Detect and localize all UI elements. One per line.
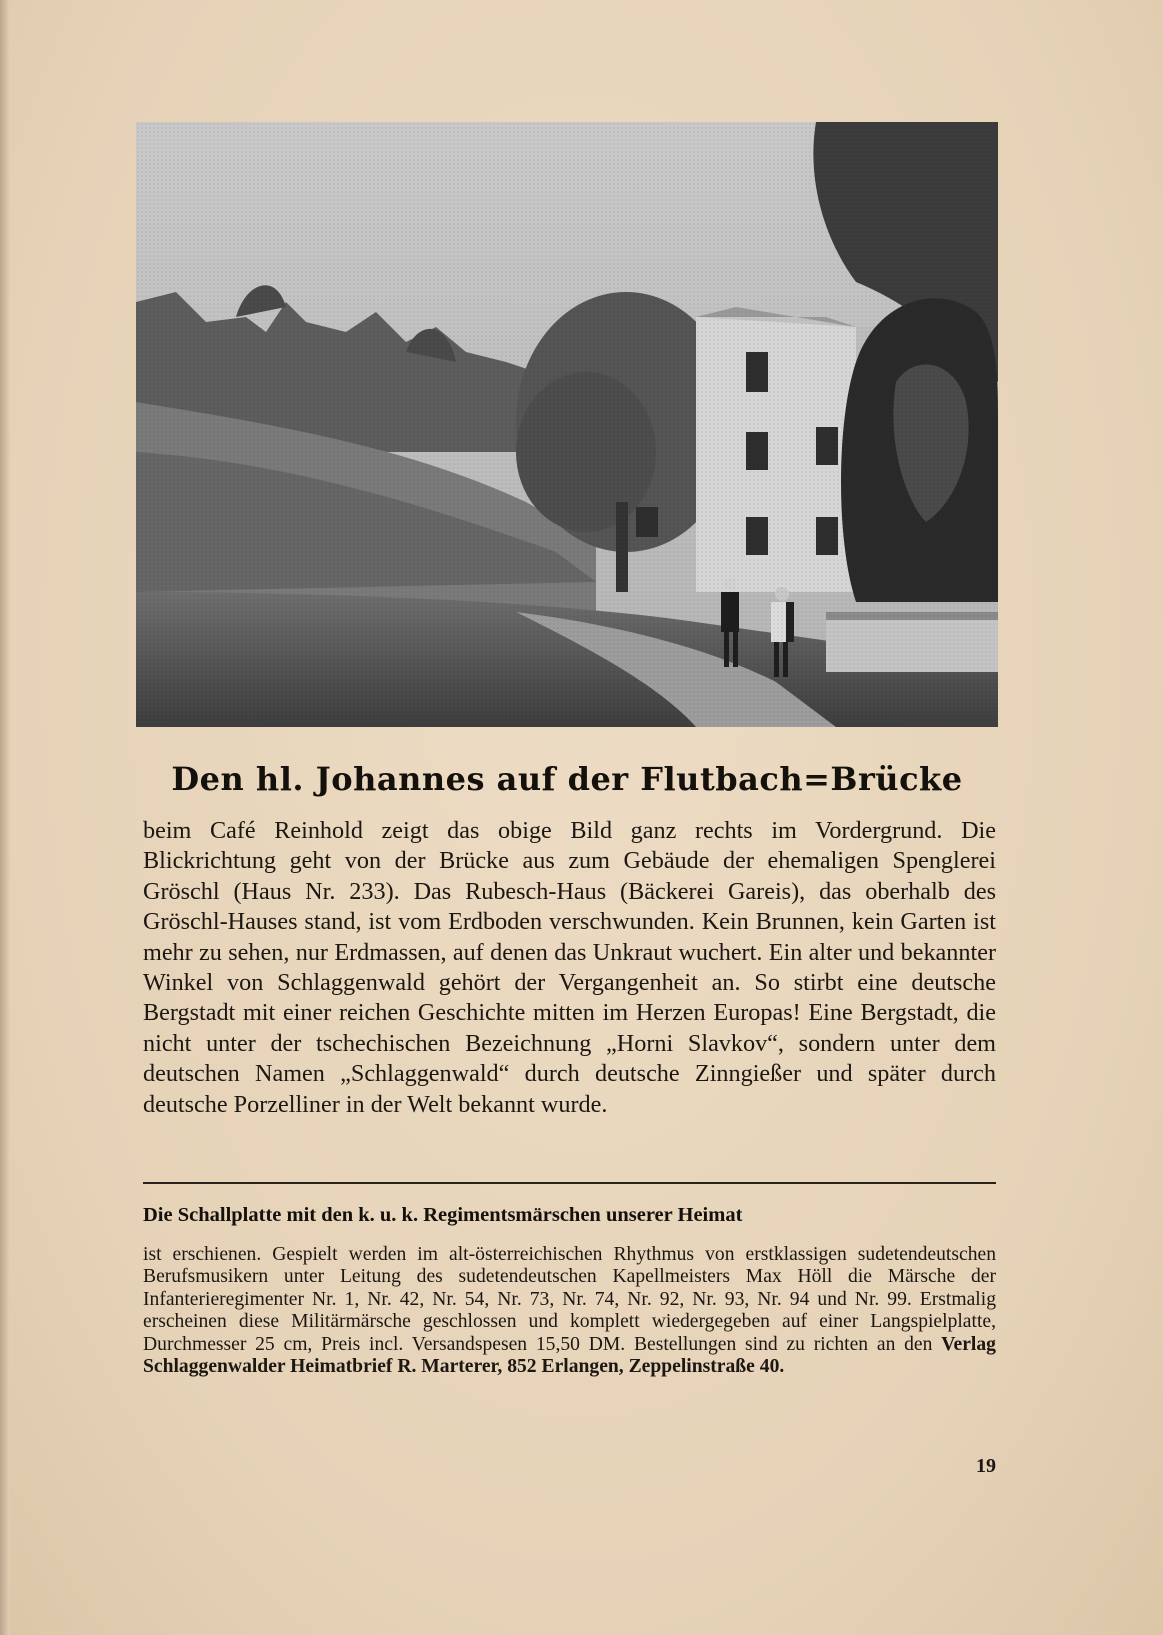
photo-bridge-street-icon xyxy=(136,122,998,727)
page-number: 19 xyxy=(976,1455,996,1477)
article-body: beim Café Reinhold zeigt das obige Bild ganz rechts im Vordergrund. Die Blickrichtung geht von der Brücke aus zum Gebäude der ehemaligen Spenglerei Gröschl (Haus Nr. 233). Das Rubesch-Haus (Bäckerei Gareis), das oberhalb des Gröschl-Hauses stand, ist vom Erdboden verschwunden. Kein Brunnen, kein Garten ist mehr zu sehen, nur Erdmassen, auf denen das Unkraut wuchert. Ein alter und bekannter Winkel von Schlaggenwald gehört der Vergangenheit an. So stirbt eine deutsche Bergstadt mit einer reichen Geschichte mitten im Herzen Europas! Eine Bergstadt, die nicht unter der tschechischen Bezeichnung „Horni Slavkov“, sondern unter dem deutschen Namen „Schlaggenwald“ durch deutsche Zinngießer und später durch deutsche Porzelliner in der Welt bekannt wurde. xyxy=(143,817,996,1118)
article-heading: Den hl. Johannes auf der Flutbach=Brücke xyxy=(171,760,963,798)
ad-publisher: Verlag Schlaggenwalder Heimatbrief R. Marterer, 852 Erlangen, Zeppelinstraße 40. xyxy=(143,1333,996,1378)
ad-title: Die Schallplatte mit den k. u. k. Regimentsmärschen unserer Heimat xyxy=(143,1204,743,1226)
photo xyxy=(136,122,998,727)
divider xyxy=(143,1182,996,1184)
page-spine xyxy=(0,0,10,1635)
ad-body: ist erschienen. Gespielt werden im alt-österreichischen Rhythmus von erstklassigen sudetendeutschen Berufsmusikern unter Leitung des sudetendeutschen Kapellmeisters Max Höll die Märsche der Infanterieregimenter Nr. 1, Nr. 42, Nr. 54, Nr. 73, Nr. 74, Nr. 92, Nr. 93, Nr. 94 und Nr. 99. Erstmalig erscheinen diese Militärmärsche geschlossen und komplett wiedergegeben auf einer Langspielplatte, Durchmesser 25 cm, Preis incl. Versandspesen 15,50 DM. Bestellungen sind zu richten an den xyxy=(143,1244,996,1355)
ad-text xyxy=(143,1244,996,1378)
